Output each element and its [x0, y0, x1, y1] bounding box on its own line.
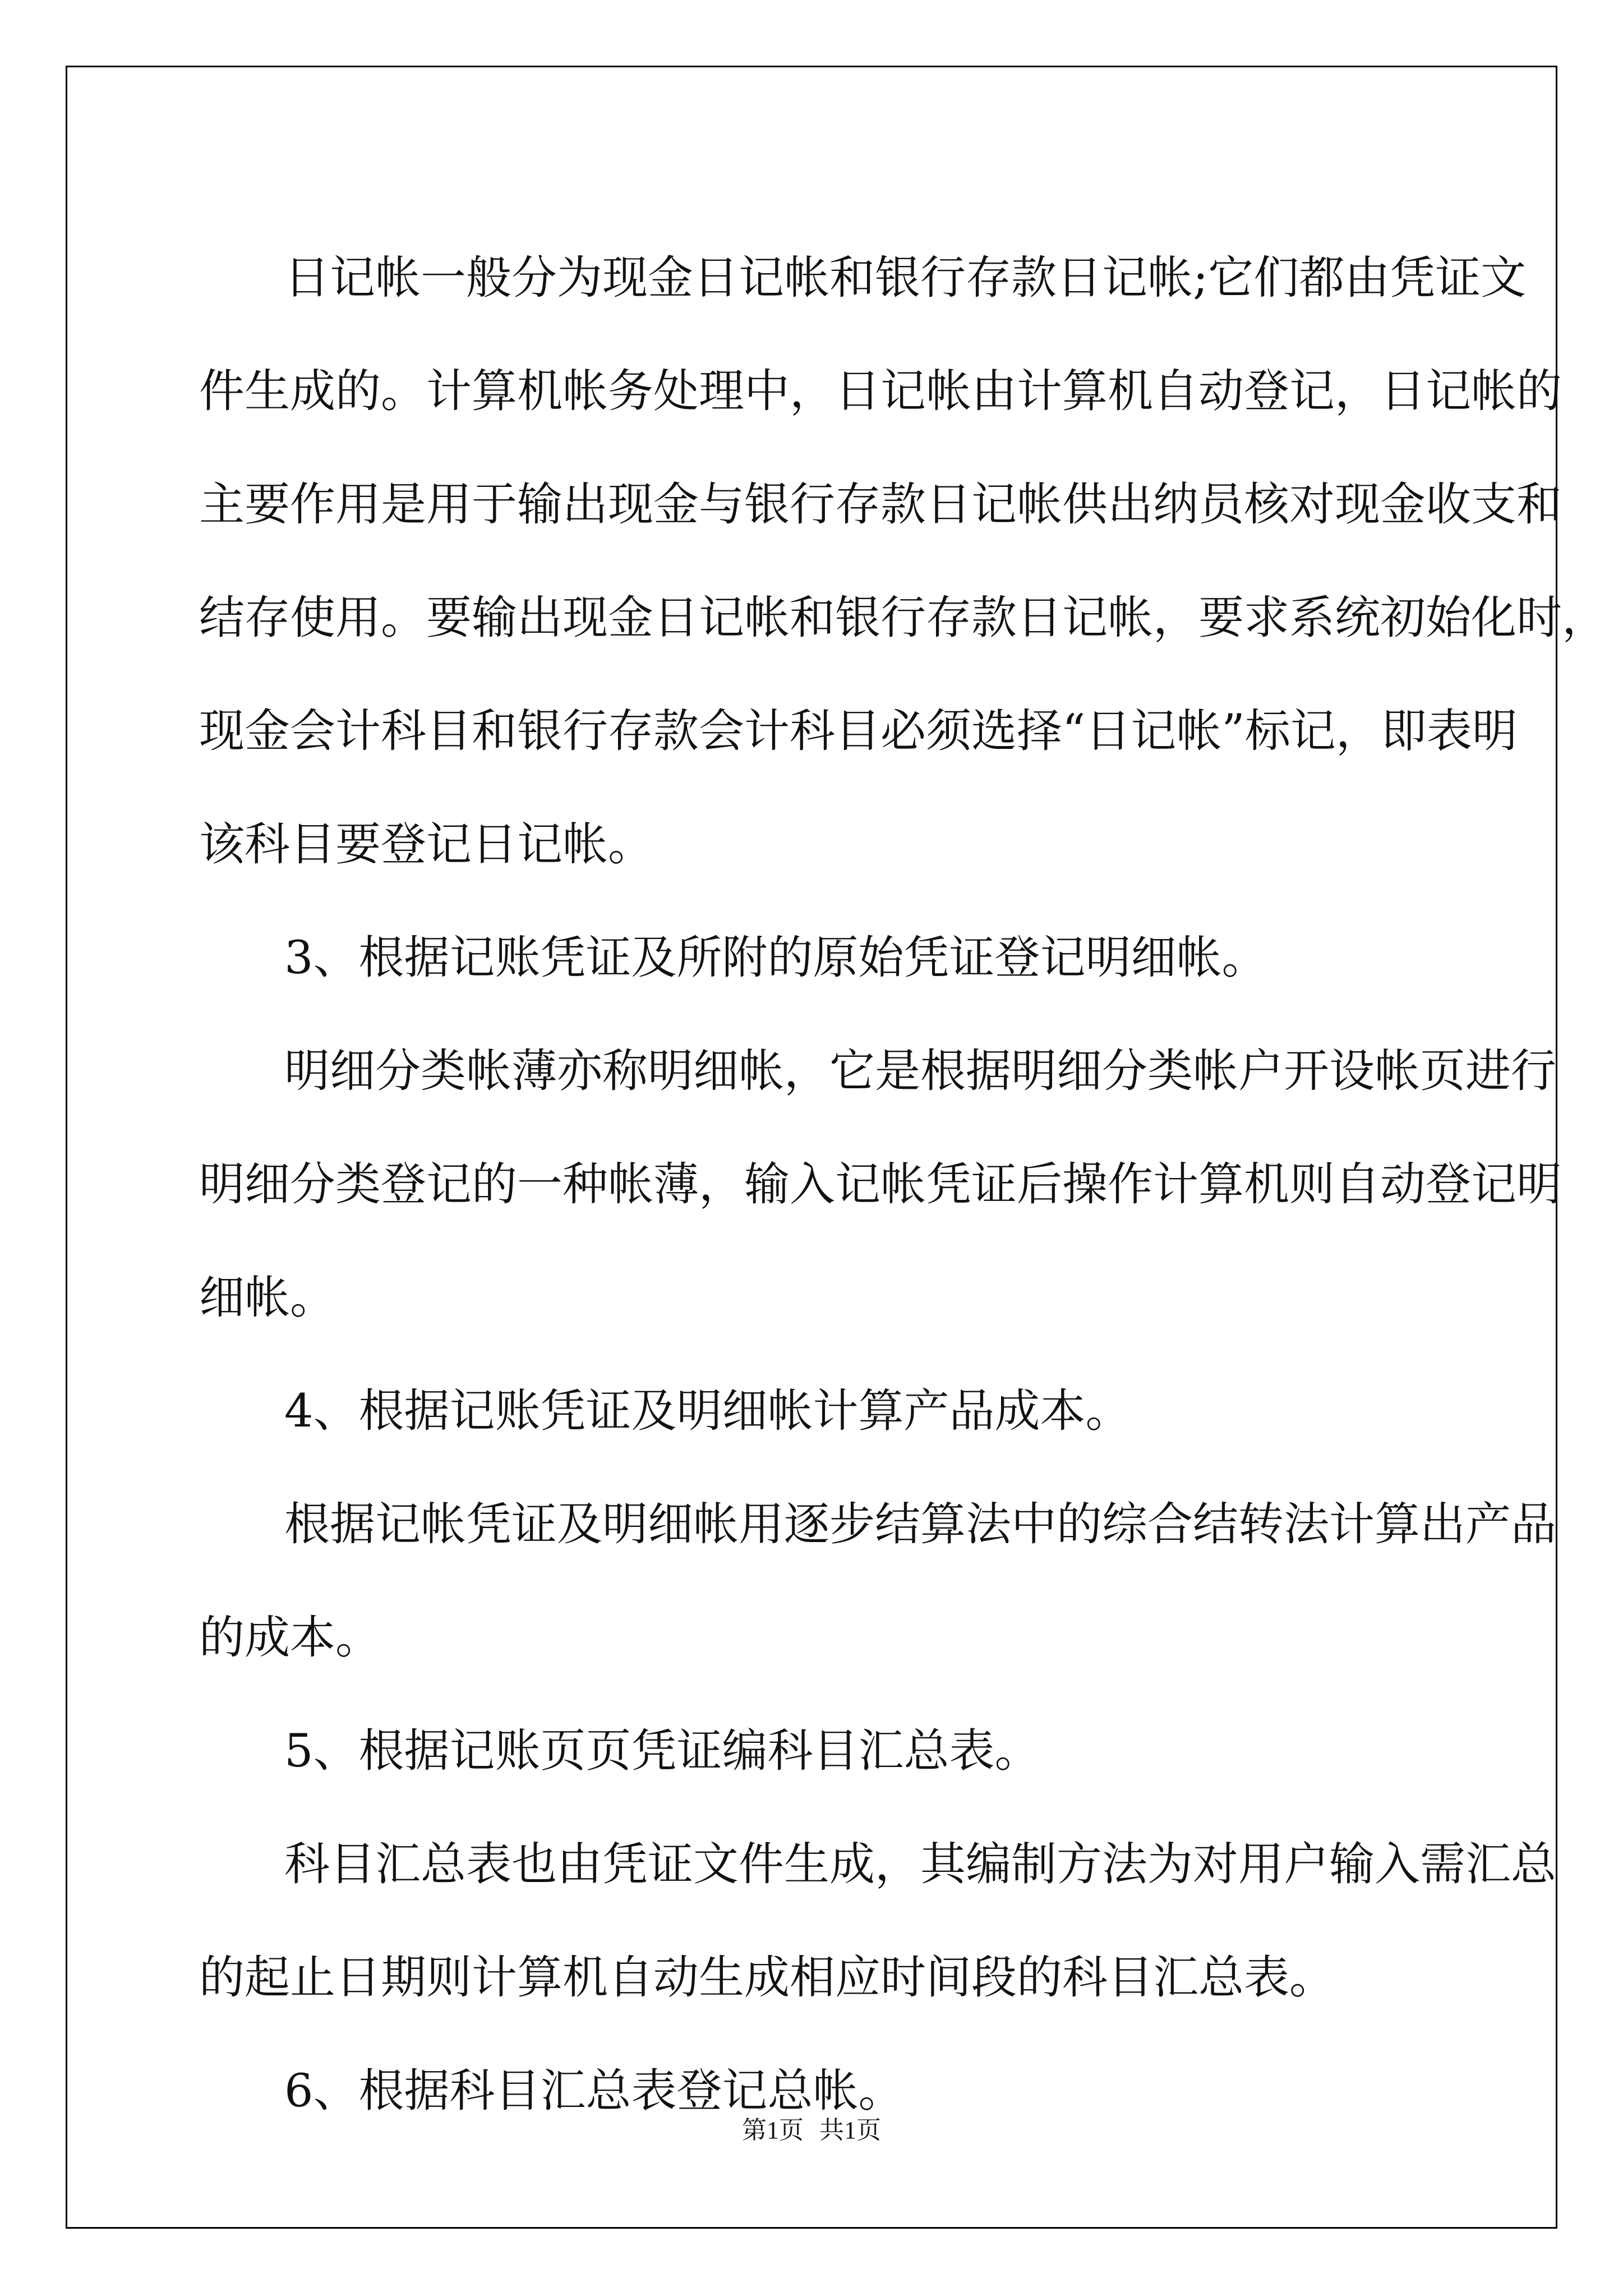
- section-heading: 5、根据记账页页凭证编科目汇总表。: [284, 1725, 1040, 1778]
- document-body: [199, 222, 1608, 2148]
- page-number-total: 共1页: [819, 2116, 881, 2144]
- text-line: 结存使用。要输出现金日记帐和银行存款日记帐，要求系统初始化时，: [199, 592, 1608, 645]
- section-heading: 3、根据记账凭证及所附的原始凭证登记明细帐。: [284, 932, 1267, 984]
- text-line: 现金会计科目和银行存款会计科目必须选择“日记帐”标记，即表明: [199, 705, 1518, 758]
- section-heading: 4、根据记账凭证及明细帐计算产品成本。: [284, 1385, 1131, 1438]
- text-line: 明细分类登记的一种帐薄，输入记帐凭证后操作计算机则自动登记明: [199, 1158, 1562, 1211]
- text-line: 日记帐一般分为现金日记帐和银行存款日记帐;它们都由凭证文: [284, 252, 1527, 305]
- text-line: 的起止日期则计算机自动生成相应时间段的科目汇总表。: [199, 1952, 1335, 2004]
- text-line: 明细分类帐薄亦称明细帐，它是根据明细分类帐户开设帐页进行: [284, 1045, 1557, 1098]
- page-number-current: 第1页: [742, 2116, 804, 2144]
- page-footer: [0, 2114, 1623, 2147]
- text-line: 根据记帐凭证及明细帐用逐步结算法中的综合结转法计算出产品: [284, 1498, 1557, 1551]
- text-line: 细帐。: [199, 1272, 336, 1324]
- text-line: 该科目要登记日记帐。: [199, 818, 654, 871]
- section-heading: 6、根据科目汇总表登记总帐。: [284, 2065, 904, 2118]
- text-line: 的成本。: [199, 1612, 381, 1664]
- text-line: 件生成的。计算机帐务处理中，日记帐由计算机自动登记，日记帐的: [199, 365, 1562, 418]
- text-line: 主要作用是用于输出现金与银行存款日记帐供出纳员核对现金收支和: [199, 478, 1562, 531]
- text-line: 科目汇总表也由凭证文件生成，其编制方法为对用户输入需汇总: [284, 1838, 1557, 1891]
